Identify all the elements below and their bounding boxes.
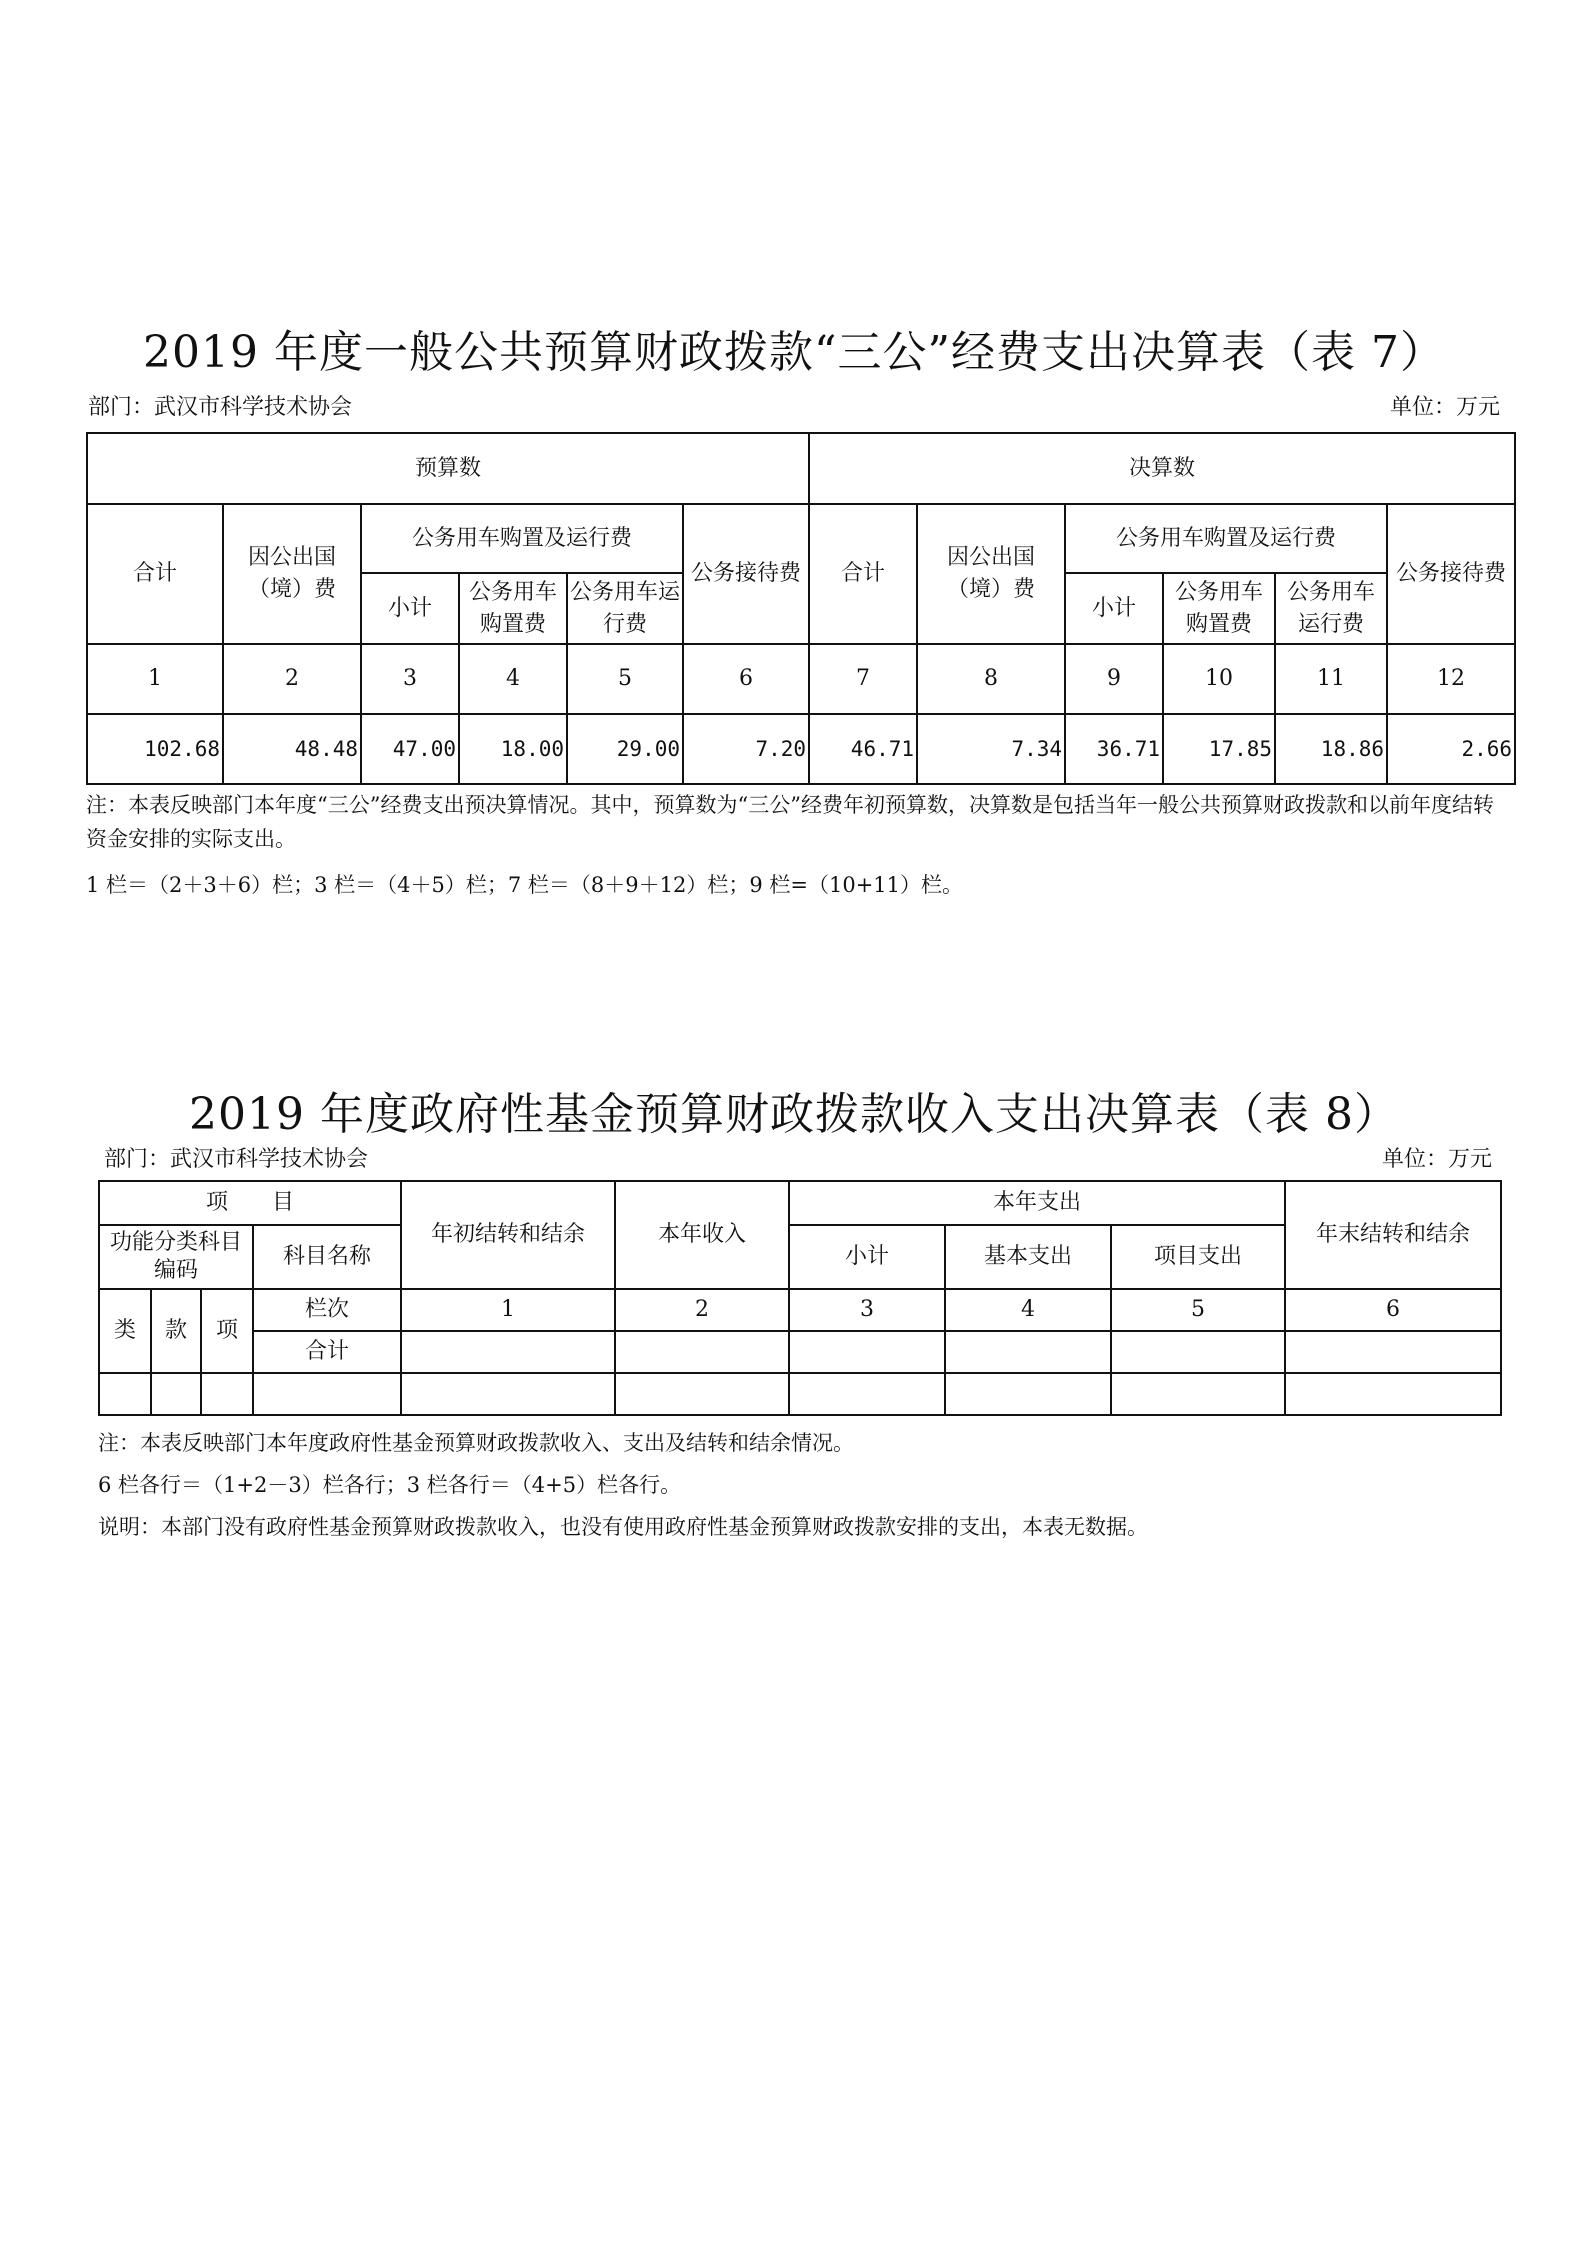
- table8: [98, 1180, 1502, 1416]
- value-cell: 7.34: [917, 714, 1065, 784]
- value-cell: 47.00: [361, 714, 459, 784]
- header-end-balance: 年末结转和结余: [1285, 1181, 1501, 1289]
- table-row: [99, 1331, 1501, 1373]
- table7-department: 部门：武汉市科学技术协会: [88, 395, 353, 420]
- col-num: 11: [1275, 644, 1387, 714]
- table7-unit: 单位：万元: [1390, 395, 1501, 420]
- header-subtotal: 小计: [789, 1225, 945, 1289]
- empty-cell: [201, 1373, 253, 1415]
- value-cell: 17.85: [1163, 714, 1275, 784]
- value-cell: 102.68: [87, 714, 223, 784]
- empty-cell: [401, 1331, 615, 1373]
- header-subtotal: 小计: [361, 573, 459, 644]
- value-cell: 18.86: [1275, 714, 1387, 784]
- value-cell: 7.20: [683, 714, 809, 784]
- value-cell: 2.66: [1387, 714, 1515, 784]
- col-num: 4: [945, 1289, 1111, 1331]
- col-num: 3: [361, 644, 459, 714]
- empty-cell: [945, 1373, 1111, 1415]
- header-car-run: 公务用车运行费: [567, 573, 683, 644]
- empty-cell: [615, 1373, 789, 1415]
- empty-cell: [789, 1331, 945, 1373]
- header-function-code: 功能分类科目编码: [99, 1225, 253, 1289]
- table8-unit: 单位：万元: [1382, 1147, 1493, 1172]
- total-label: 合计: [253, 1331, 401, 1373]
- header-subtotal: 小计: [1065, 573, 1163, 644]
- header-total: 合计: [87, 504, 223, 644]
- header-car-buy: 公务用车购置费: [1163, 573, 1275, 644]
- header-reception: 公务接待费: [683, 504, 809, 644]
- value-cell: 29.00: [567, 714, 683, 784]
- table7-formula: 1 栏＝（2＋3＋6）栏；3 栏＝（4＋5）栏；7 栏＝（8＋9＋12）栏；9 栏=（10+11）栏。: [86, 873, 964, 897]
- col-num: 6: [1285, 1289, 1501, 1331]
- empty-cell: [99, 1373, 151, 1415]
- table7-note: 注：本表反映部门本年度“三公”经费支出预决算情况。其中，预算数为“三公”经费年初预算数，决算数是包括当年一般公共预算财政拨款和以前年度结转资金安排的实际支出。: [86, 793, 1494, 851]
- empty-cell: [615, 1331, 789, 1373]
- header-car-run: 公务用车运行费: [1275, 573, 1387, 644]
- header-total: 合计: [809, 504, 917, 644]
- table7-title: 2019 年度一般公共预算财政拨款“三公”经费支出决算表（表 7）: [143, 327, 1445, 378]
- col-num: 6: [683, 644, 809, 714]
- value-cell: 36.71: [1065, 714, 1163, 784]
- col-num: 1: [401, 1289, 615, 1331]
- empty-cell: [945, 1331, 1111, 1373]
- col-num: 5: [1111, 1289, 1285, 1331]
- col-num: 7: [809, 644, 917, 714]
- column-number-row: [87, 644, 1515, 714]
- header-car: 公务用车购置及运行费: [361, 504, 683, 573]
- value-cell: 18.00: [459, 714, 567, 784]
- col-num: 2: [615, 1289, 789, 1331]
- col-num: 1: [87, 644, 223, 714]
- table8-note: 注：本表反映部门本年度政府性基金预算财政拨款收入、支出及结转和结余情况。: [98, 1431, 854, 1455]
- col-num: 2: [223, 644, 361, 714]
- col-num: 8: [917, 644, 1065, 714]
- header-abroad: 因公出国（境）费: [917, 504, 1065, 644]
- empty-cell: [1285, 1373, 1501, 1415]
- table7: [86, 432, 1516, 785]
- header-lei: 类: [99, 1289, 151, 1373]
- table8-explanation: 说明：本部门没有政府性基金预算财政拨款收入，也没有使用政府性基金预算财政拨款安排的支出，本表无数据。: [98, 1515, 1148, 1539]
- header-expense: 本年支出: [789, 1181, 1285, 1225]
- header-kuan: 款: [151, 1289, 201, 1373]
- header-budget: 预算数: [87, 433, 809, 504]
- col-num: 12: [1387, 644, 1515, 714]
- header-abroad: 因公出国（境）费: [223, 504, 361, 644]
- header-car-buy: 公务用车购置费: [459, 573, 567, 644]
- header-car: 公务用车购置及运行费: [1065, 504, 1387, 573]
- table8-title: 2019 年度政府性基金预算财政拨款收入支出决算表（表 8）: [189, 1089, 1399, 1140]
- col-num: 9: [1065, 644, 1163, 714]
- col-num: 5: [567, 644, 683, 714]
- table8-formula: 6 栏各行＝（1+2－3）栏各行；3 栏各行＝（4+5）栏各行。: [98, 1473, 682, 1497]
- empty-cell: [1285, 1331, 1501, 1373]
- empty-cell: [1111, 1331, 1285, 1373]
- header-xiang: 项: [201, 1289, 253, 1373]
- table8-department: 部门：武汉市科学技术协会: [104, 1147, 369, 1172]
- col-num: 3: [789, 1289, 945, 1331]
- empty-cell: [1111, 1373, 1285, 1415]
- col-num: 10: [1163, 644, 1275, 714]
- col-num: 4: [459, 644, 567, 714]
- header-subject-name: 科目名称: [253, 1225, 401, 1289]
- empty-cell: [253, 1373, 401, 1415]
- header-basic: 基本支出: [945, 1225, 1111, 1289]
- header-item: 项 目: [99, 1181, 401, 1225]
- empty-cell: [151, 1373, 201, 1415]
- value-cell: 46.71: [809, 714, 917, 784]
- header-lanci: 栏次: [253, 1289, 401, 1331]
- value-cell: 48.48: [223, 714, 361, 784]
- header-project: 项目支出: [1111, 1225, 1285, 1289]
- table-row: [87, 714, 1515, 784]
- empty-cell: [789, 1373, 945, 1415]
- header-begin-balance: 年初结转和结余: [401, 1181, 615, 1289]
- header-reception: 公务接待费: [1387, 504, 1515, 644]
- header-income: 本年收入: [615, 1181, 789, 1289]
- table-row: [99, 1373, 1501, 1415]
- header-final: 决算数: [809, 433, 1515, 504]
- empty-cell: [401, 1373, 615, 1415]
